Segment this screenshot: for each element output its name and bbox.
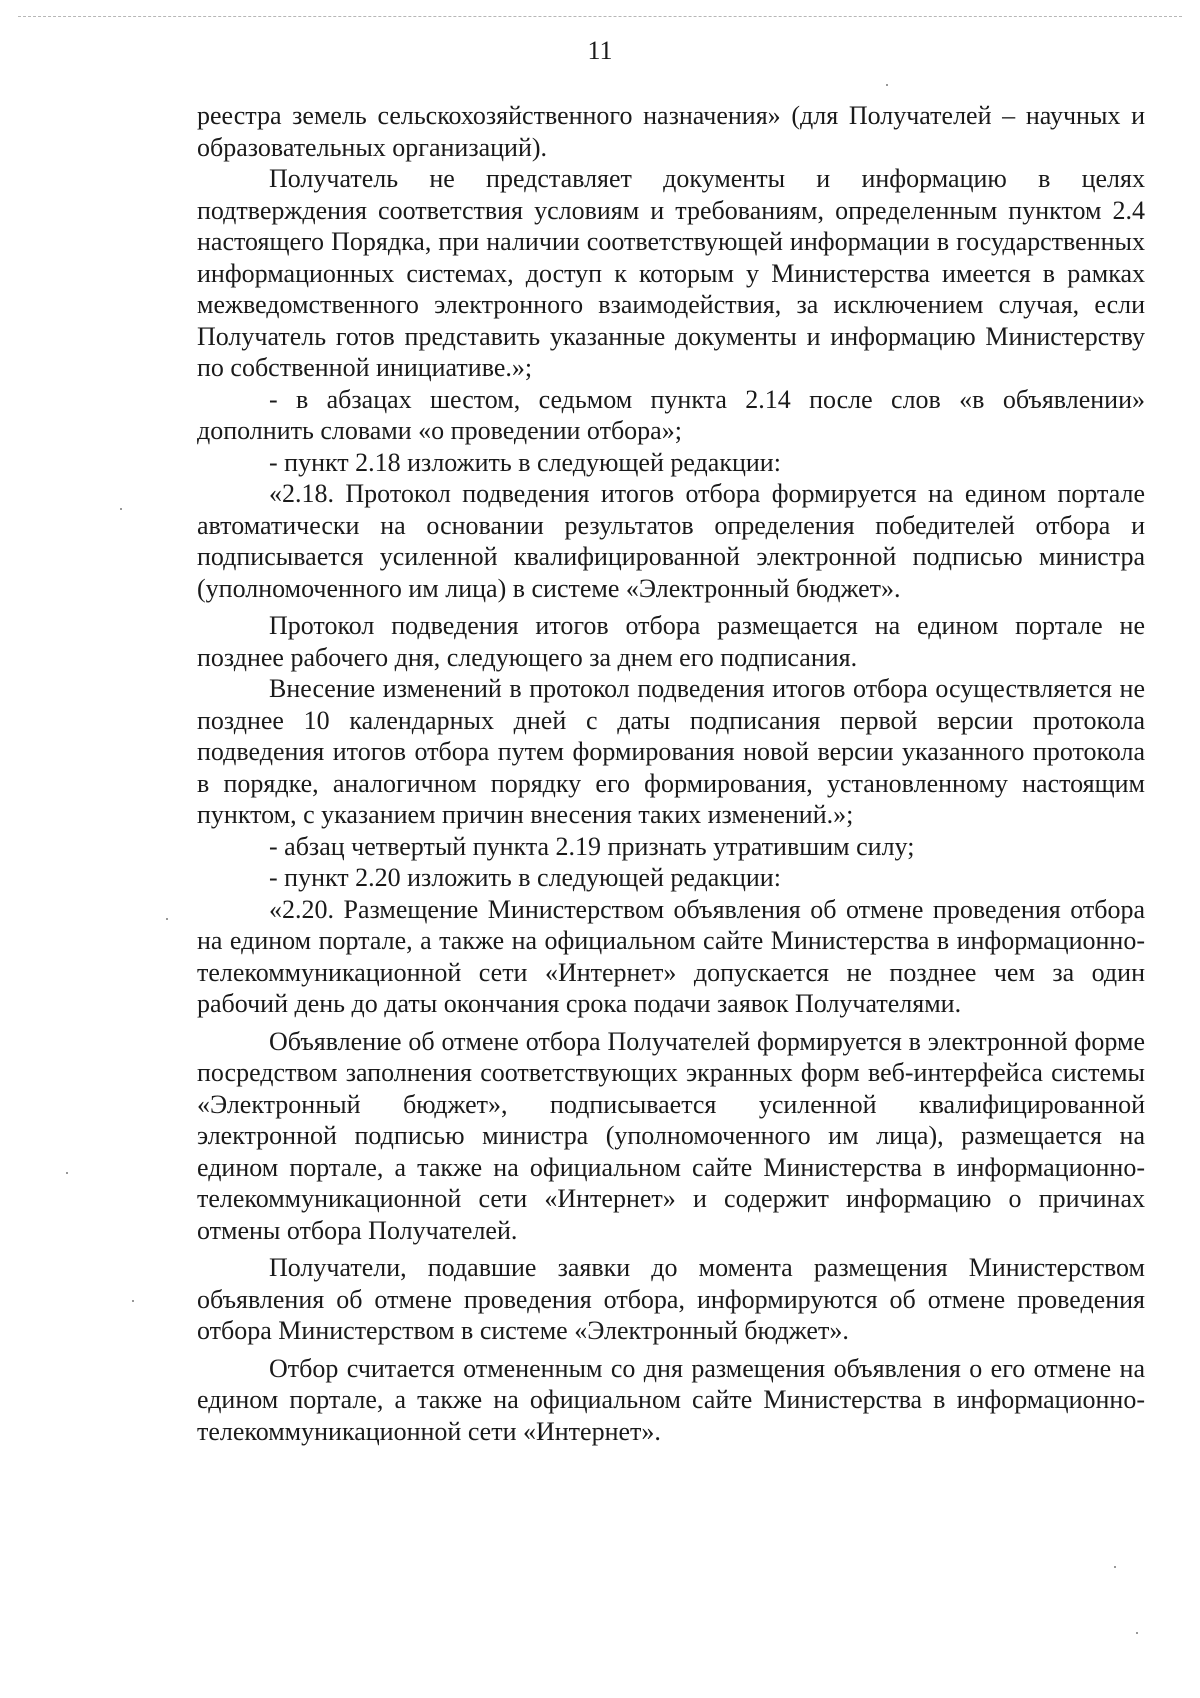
paragraph-continuation: реестра земель сельскохозяйственного назначения» (для Получателей – научных и образовательных организаций). [197, 101, 1145, 162]
paragraph: Внесение изменений в протокол подведения итогов отбора осуществляется не позднее 10 календарных дней с даты подписания первой версии протокола подведения итогов отбора путем формирования новой версии указанного протокола в порядке, аналогичном порядку его формирования, установленному настоящим пунктом, с указанием причин внесения таких изменений.»; [197, 674, 1145, 829]
scan-speck [120, 508, 122, 510]
scan-speck [1114, 1566, 1116, 1568]
page-number: 11 [587, 36, 613, 65]
paragraph-amendment: - абзац четвертый пункта 2.19 признать утратившим силу; [269, 831, 915, 861]
paragraph: Отбор считается отмененным со дня размещения объявления о его отмене на едином портале, а также на официальном сайте Министерства в информационно-телекоммуникационной сети «Интернет». [197, 1353, 1145, 1446]
paragraph-amendment: - в абзацах шестом, седьмом пункта 2.14 после слов «в объявлении» дополнить словами «о проведении отбора»; [197, 384, 1145, 445]
paragraph: Получатели, подавшие заявки до момента размещения Министерством объявления об отмене проведения отбора, информируются об отмене проведения отбора Министерством в системе «Электронный бюджет». [197, 1253, 1145, 1345]
paragraph: «2.20. Размещение Министерством объявления об отмене проведения отбора на едином портале, а также на официальном сайте Министерства в информационно-телекоммуникационной сети «Интернет» допускается не позднее чем за один рабочий день до даты окончания срока подачи заявок Получателями. [197, 894, 1145, 1018]
paragraph-amendment: - пункт 2.18 изложить в следующей редакции: [269, 447, 781, 477]
scan-speck [166, 918, 168, 920]
paragraph: Объявление об отмене отбора Получателей формируется в электронной форме посредством заполнения соответствующих экранных форм веб-интерфейса системы «Электронный бюджет», подписывается усиленной квалифицированной электронной подписью министра (уполномоченного им лица), размещается на едином портале, а также на официальном сайте Министерства в информационно-телекоммуникационной сети «Интернет» и содержит информацию о причинах отмены отбора Получателей. [197, 1026, 1145, 1245]
paragraph-amendment: - пункт 2.20 изложить в следующей редакции: [269, 863, 781, 892]
paragraph: Получатель не представляет документы и информацию в целях подтверждения соответствия условиям и требованиям, определенным пунктом 2.4 настоящего Порядка, при наличии соответствующей информации в государственных информационных системах, доступ к которым у Министерства имеется в рамках межведомственного электронного взаимодействия, за исключением случая, если Получатель готов представить указанные документы и информацию Министерству по собственной инициативе.»; [197, 164, 1145, 382]
scan-speck [886, 84, 888, 86]
scan-speck [1136, 1632, 1138, 1634]
paragraph: Протокол подведения итогов отбора размещается на едином портале не позднее рабочего дня, следующего за днем его подписания. [197, 611, 1145, 672]
document-body [197, 100, 1145, 1447]
scan-speck [66, 1172, 68, 1174]
paragraph: «2.18. Протокол подведения итогов отбора формируется на едином портале автоматически на основании результатов определения победителей отбора и подписывается усиленной квалифицированной электронной подписью министра (уполномоченного им лица) в системе «Электронный бюджет». [197, 479, 1145, 603]
scan-speck [132, 1300, 134, 1302]
scan-edge-line [18, 16, 1182, 17]
